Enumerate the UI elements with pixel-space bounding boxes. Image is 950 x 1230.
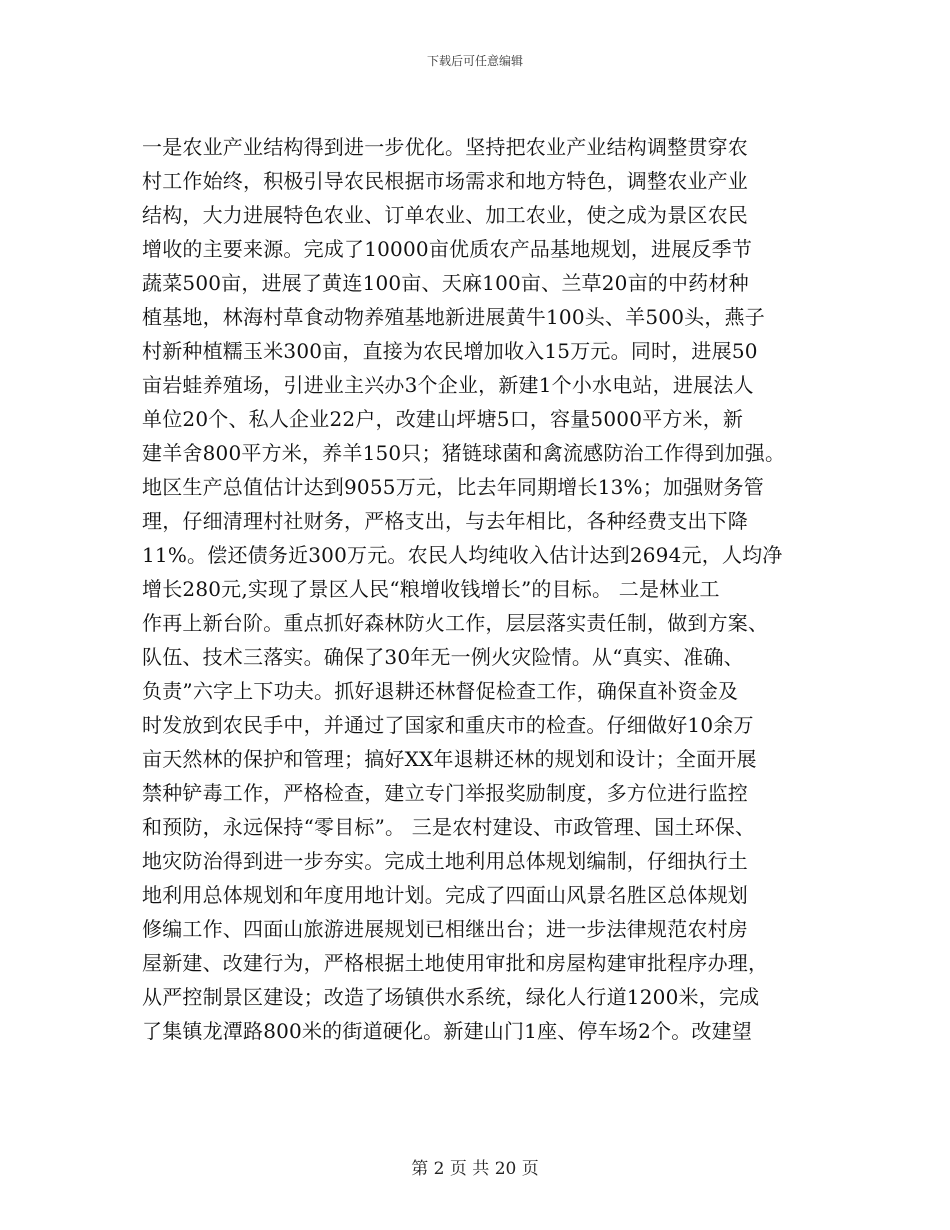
text-line: 蔬菜500亩，进展了黄连100亩、天麻100亩、兰草20亩的中药材种 xyxy=(142,271,749,295)
text-line: 负责”六字上下功夫。抓好退耕还林督促检查工作，确保直补资金及 xyxy=(142,679,739,703)
body-text xyxy=(142,130,832,1048)
page-number-footer: 第 2 页 共 20 页 xyxy=(411,1159,539,1179)
text-line: 作再上新台阶。重点抓好森林防火工作，层层落实责任制，做到方案、 xyxy=(142,611,769,635)
text-line: 一是农业产业结构得到进一步优化。坚持把农业产业结构调整贯穿农 xyxy=(142,135,748,159)
text-line: 增收的主要来源。完成了10000亩优质农产品基地规划，进展反季节 xyxy=(142,237,753,261)
text-line: 11%。偿还债务近300万元。农民人均纯收入估计达到2694元，人均净 xyxy=(142,543,783,567)
text-line: 亩天然林的保护和管理；搞好XX年退耕还林的规划和设计；全面开展 xyxy=(142,747,757,771)
text-line: 理，仔细清理村社财务，严格支出，与去年相比，各种经费支出下降 xyxy=(142,509,748,533)
text-line: 增长280元,实现了景区人民“粮增收钱增长”的目标。 二是林业工 xyxy=(142,577,720,601)
text-line: 单位20个、私人企业22户，改建山坪塘5口，容量5000平方米，新 xyxy=(142,407,744,431)
text-line: 从严控制景区建设；改造了场镇供水系统，绿化人行道1200米，完成 xyxy=(142,985,760,1009)
text-line: 地利用总体规划和年度用地计划。完成了四面山风景名胜区总体规划 xyxy=(142,883,748,907)
text-line: 亩岩蛙养殖场，引进业主兴办3个企业，新建1个小水电站，进展法人 xyxy=(142,373,754,397)
page-header: 下载后可任意编辑 xyxy=(426,54,523,68)
text-line: 村新种植糯玉米300亩，直接为农民增加收入15万元。同时，进展50 xyxy=(142,339,758,363)
text-line: 屋新建、改建行为，严格根据土地使用审批和房屋构建审批程序办理， xyxy=(142,951,769,975)
text-line: 修编工作、四面山旅游进展规划已相继出台；进一步法律规范农村房 xyxy=(142,917,748,941)
text-line: 队伍、技术三落实。确保了30年无一例火灾险情。从“真实、准确、 xyxy=(142,645,744,669)
text-line: 结构，大力进展特色农业、订单农业、加工农业，使之成为景区农民 xyxy=(142,203,748,227)
text-line: 时发放到农民手中，并通过了国家和重庆市的检查。仔细做好10余万 xyxy=(142,713,754,737)
text-line: 和预防，永远保持“零目标”。 三是农村建设、市政管理、国土环保、 xyxy=(142,815,756,839)
text-line: 植基地，林海村草食动物养殖基地新进展黄牛100头、羊500头，燕子 xyxy=(142,305,765,329)
text-line: 了集镇龙潭路800米的街道硬化。新建山门1座、停车场2个。改建望 xyxy=(142,1019,753,1043)
text-line: 禁种铲毒工作，严格检查，建立专门举报奖励制度，多方位进行监控 xyxy=(142,781,748,805)
text-line: 地灾防治得到进一步夯实。完成土地利用总体规划编制，仔细执行土 xyxy=(142,849,748,873)
text-line: 村工作始终，积极引导农民根据市场需求和地方特色，调整农业产业 xyxy=(142,169,748,193)
text-line: 地区生产总值估计达到9055万元，比去年同期增长13%；加强财务管 xyxy=(142,475,764,499)
text-line: 建羊舍800平方米，养羊150只；猪链球菌和禽流感防治工作得到加强。 xyxy=(142,441,786,465)
